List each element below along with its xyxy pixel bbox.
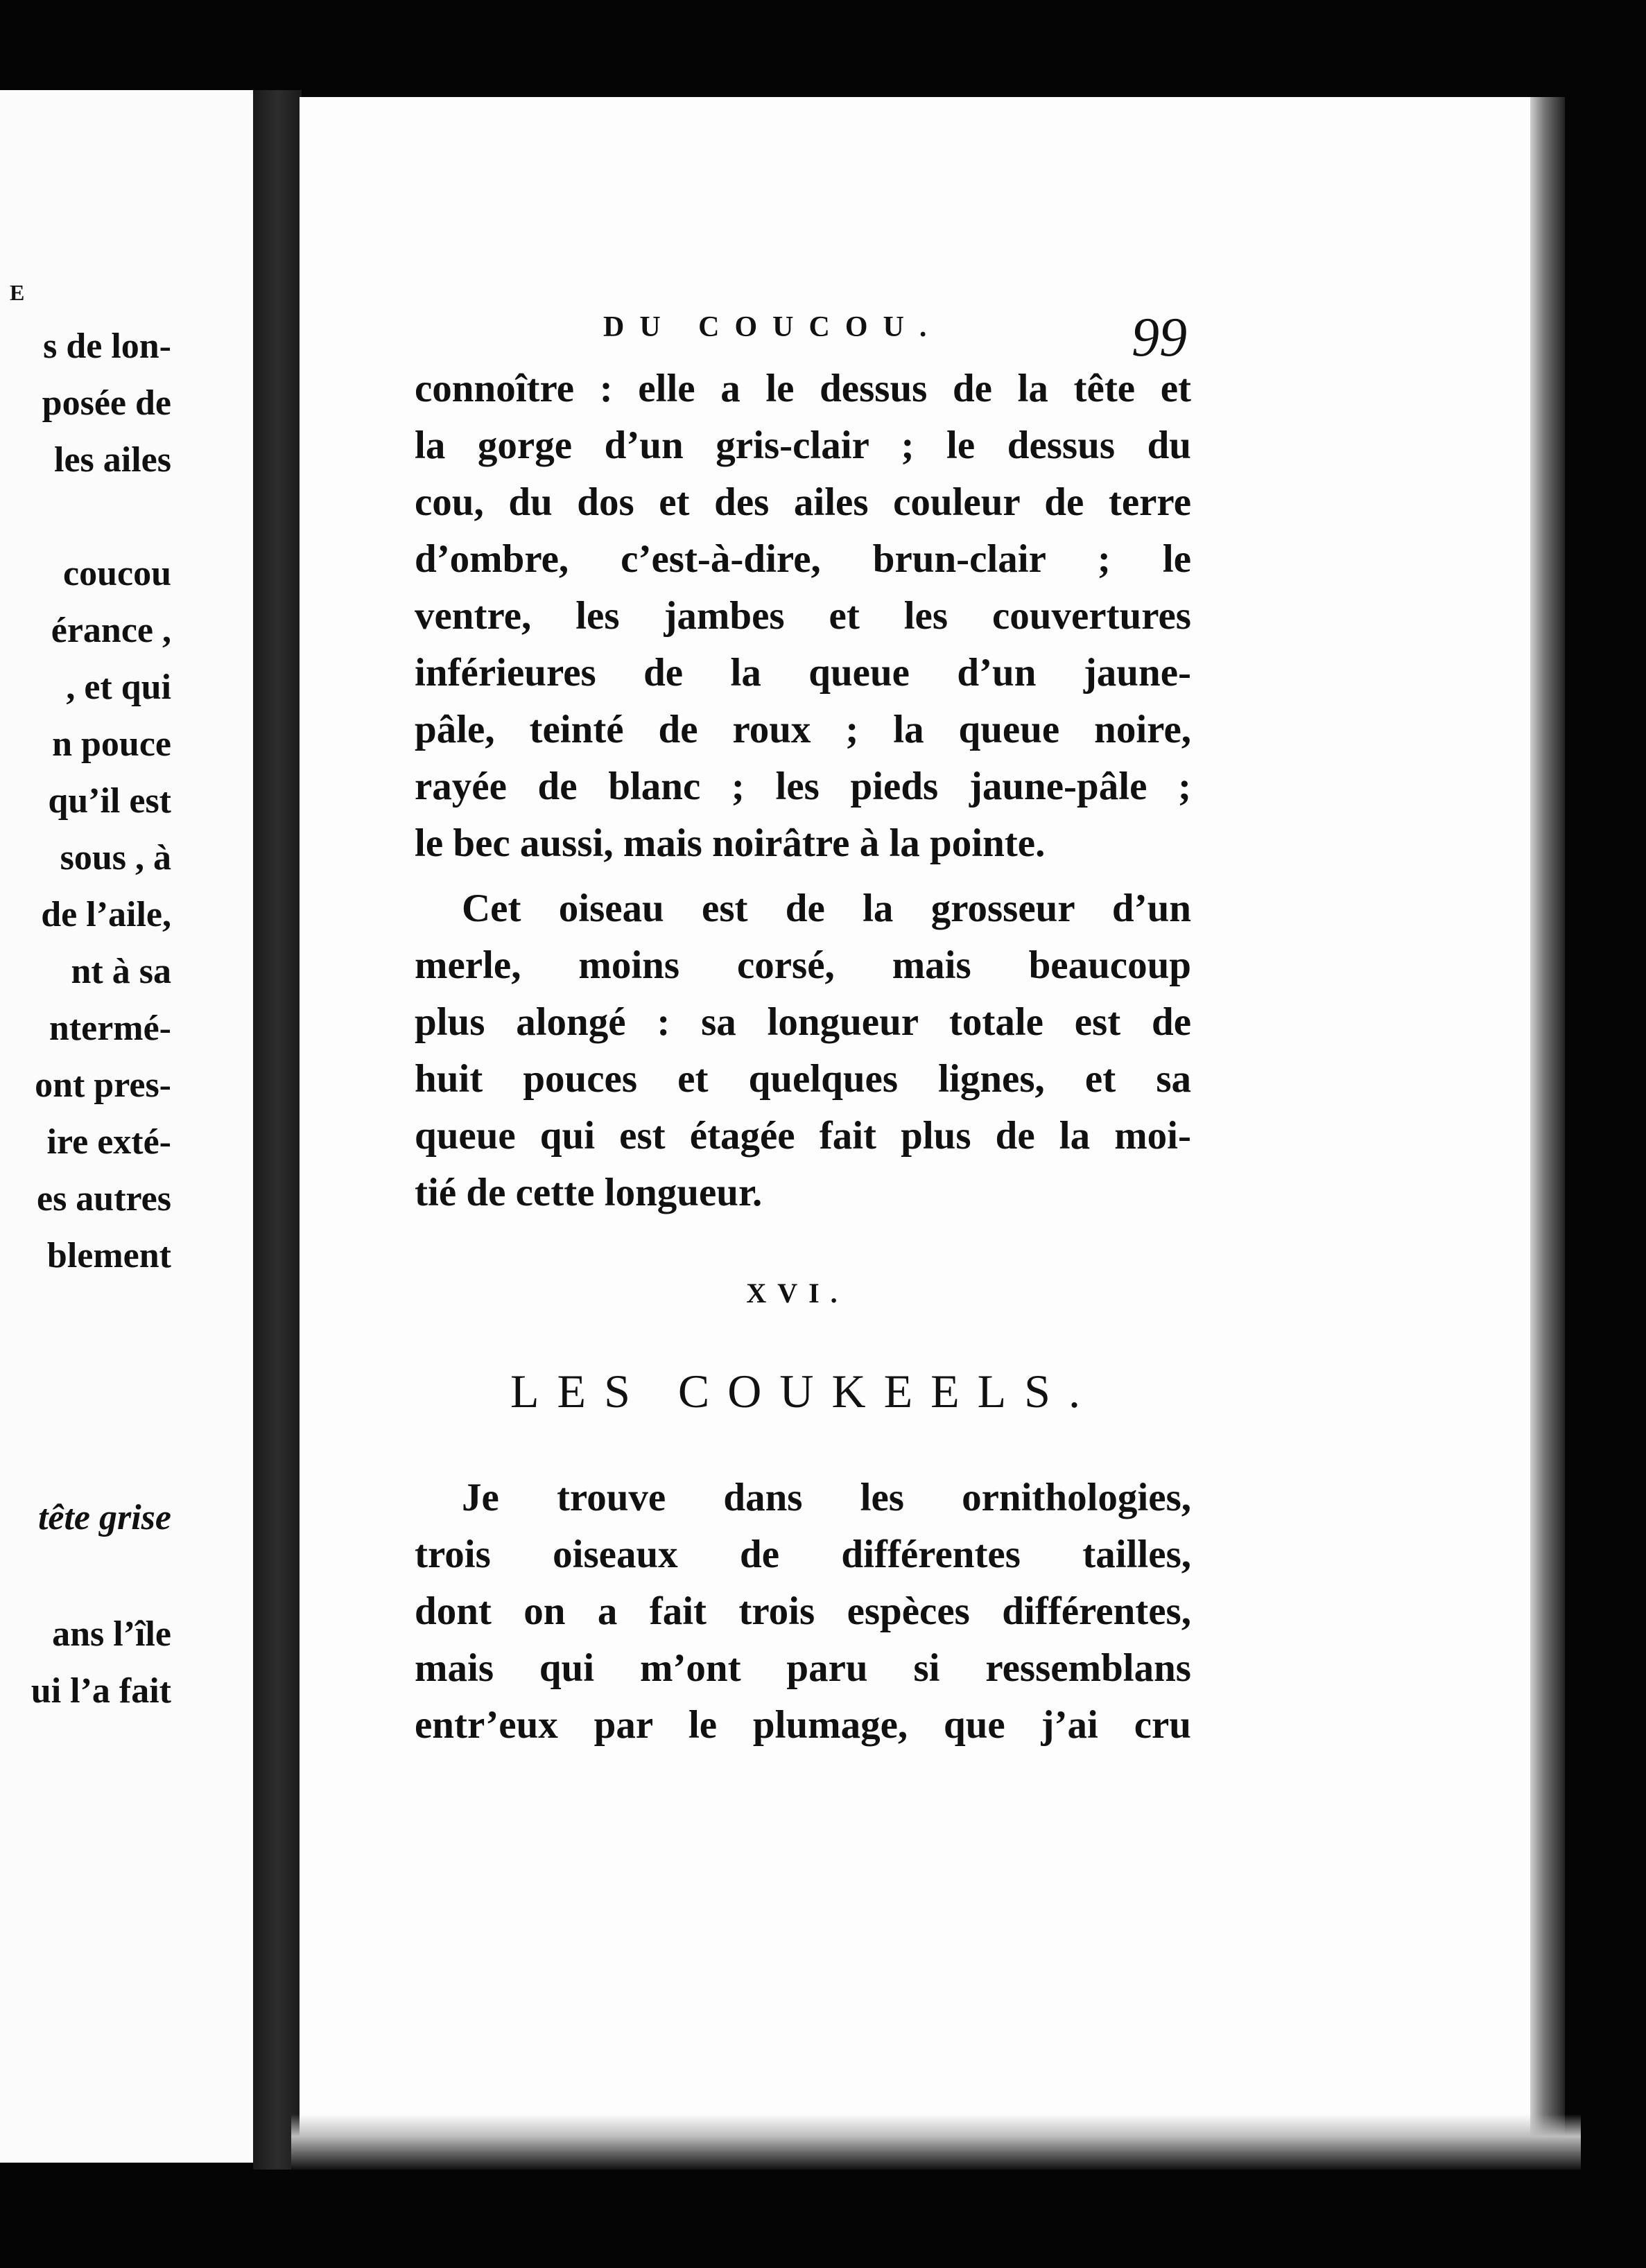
running-header: DU COUCOU. [603,311,942,343]
text-line: dont on a fait trois espèces différentes, [415,1589,1191,1633]
paragraph-3 [415,1469,1191,1754]
left-page-line: ont pres- [35,1065,171,1105]
text-line: connoître : elle a le dessus de la tête et [415,367,1191,410]
section-title: LES COUKEELS. [510,1365,1098,1418]
left-page-line: ire exté- [46,1122,171,1162]
text-line: queue qui est étagée fait plus de la moi- [415,1114,1191,1158]
left-page-line: de l’aile, [41,895,171,934]
left-page-line: coucou [63,554,171,593]
text-line: d’ombre, c’est-à-dire, brun-clair ; le [415,537,1191,581]
left-facing-page [0,90,256,2163]
left-page-line: tête grise [37,1498,171,1537]
left-page-line: s de lon- [43,326,171,366]
left-page-line: les ailes [54,440,171,480]
text-line: pâle, teinté de roux ; la queue noire, [415,708,1191,751]
left-page-line: ans l’île [52,1614,171,1654]
text-line: rayée de blanc ; les pieds jaune-pâle ; [415,765,1191,808]
section-number: XVI. [746,1277,849,1309]
text-line: inférieures de la queue d’un jaune- [415,651,1191,695]
text-line: trois oiseaux de différentes tailles, [415,1533,1191,1576]
left-page-line: qu’il est [48,781,171,821]
left-page-line: blement [46,1236,171,1275]
left-page-line: n pouce [52,724,171,764]
text-line: plus alongé : sa longueur totale est de [415,1000,1191,1044]
text-line: huit pouces et quelques lignes, et sa [415,1057,1191,1101]
page-bottom-shadow [291,2114,1581,2170]
text-line: merle, moins corsé, mais beaucoup [415,943,1191,987]
left-page-line: sous , à [60,838,171,878]
paragraph-2 [415,880,1191,1221]
text-line: entr’eux par le plumage, que j’ai cru [415,1703,1191,1747]
book-gutter [253,90,302,2170]
left-page-line: ntermé- [49,1009,171,1048]
text-line: tié de cette longueur. [415,1171,763,1214]
left-page-corner-mark: E [10,280,25,305]
text-line: Cet oiseau est de la grosseur d’un [462,887,1191,930]
text-line: le bec aussi, mais noirâtre à la pointe. [415,821,1046,865]
page-edge [1530,97,1565,2163]
text-line: mais qui m’ont paru si ressemblans [415,1646,1191,1690]
left-page-line: posée de [42,383,171,423]
left-page-line: nt à sa [71,952,171,991]
left-page-line: es autres [36,1179,171,1219]
text-line: ventre, les jambes et les couvertures [415,594,1191,638]
text-line: la gorge d’un gris-clair ; le dessus du [415,424,1191,467]
left-page-line: , et qui [66,668,171,707]
left-page-line: érance , [51,611,171,650]
text-line: cou, du dos et des ailes couleur de terre [415,480,1191,524]
page-number: 99 [1132,307,1187,368]
paragraph-1 [415,360,1191,872]
text-line: Je trouve dans les ornithologies, [462,1476,1191,1519]
left-page-line: ui l’a fait [31,1671,171,1711]
